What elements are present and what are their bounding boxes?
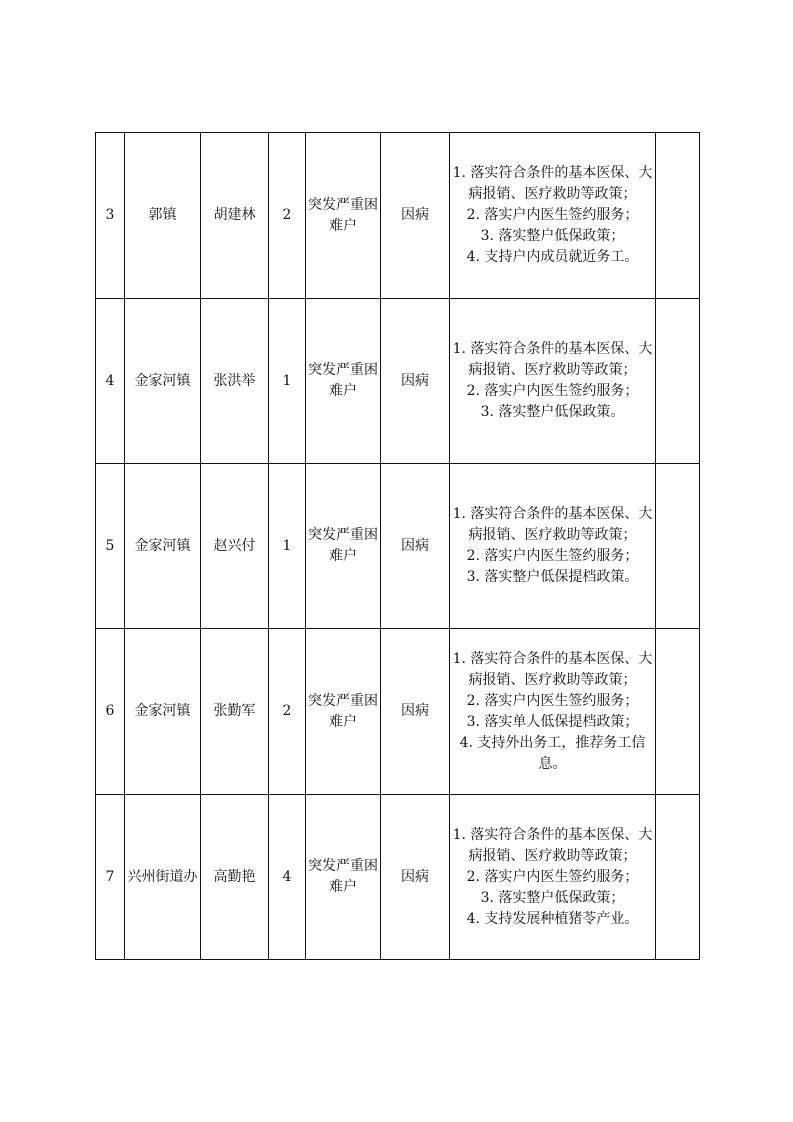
measure-line: 3. 落实整户低保政策。 [480,404,625,420]
cell-note [656,464,700,629]
cell-count: 1 [269,464,306,629]
cell-name: 高勤艳 [201,795,269,960]
cell-reason: 因病 [381,629,450,795]
cell-index: 7 [96,795,125,960]
measure-line: 3. 落实整户低保政策； [480,889,625,906]
measure-line: 2. 落实户内医生签约服务； [466,868,639,885]
measure-line: 1. 落实符合条件的基本医保、大病报销、医疗救助等政策； [452,826,653,864]
cell-name: 赵兴付 [201,464,269,629]
measure-line: 3. 落实整户低保政策； [480,228,625,244]
assistance-table [95,132,700,960]
cell-category: 突发严重困难户 [306,133,381,299]
cell-name: 张勤军 [201,629,269,795]
table-row [96,795,700,960]
measure-line: 4. 支持外出务工，推荐务工信息。 [459,734,646,772]
cell-category: 突发严重困难户 [306,629,381,795]
cell-count: 1 [269,299,306,464]
cell-measures [450,299,656,464]
cell-count: 2 [269,629,306,795]
measure-line: 2. 落实户内医生签约服务； [466,692,639,709]
measure-line: 1. 落实符合条件的基本医保、大病报销、医疗救助等政策； [452,650,653,688]
measure-line: 3. 落实单人低保提档政策； [466,713,639,730]
cell-reason: 因病 [381,133,450,299]
cell-town: 金家河镇 [125,464,201,629]
table-row [96,629,700,795]
cell-note [656,299,700,464]
cell-category: 突发严重困难户 [306,464,381,629]
measure-line: 3. 落实整户低保提档政策。 [466,569,639,585]
measure-line: 2. 落实户内医生签约服务； [466,548,639,564]
cell-measures [450,795,656,960]
cell-index: 3 [96,133,125,299]
cell-measures [450,464,656,629]
measure-line: 2. 落实户内医生签约服务； [466,383,639,399]
cell-name: 胡建林 [201,133,269,299]
cell-town: 金家河镇 [125,299,201,464]
cell-measures [450,133,656,299]
cell-index: 5 [96,464,125,629]
cell-town: 兴州街道办 [125,795,201,960]
cell-reason: 因病 [381,464,450,629]
table-row [96,299,700,464]
cell-note [656,795,700,960]
measure-line: 1. 落实符合条件的基本医保、大病报销、医疗救助等政策； [452,165,653,202]
table-row [96,464,700,629]
cell-reason: 因病 [381,299,450,464]
cell-count: 2 [269,133,306,299]
cell-index: 6 [96,629,125,795]
cell-count: 4 [269,795,306,960]
cell-name: 张洪举 [201,299,269,464]
cell-category: 突发严重困难户 [306,299,381,464]
cell-measures [450,629,656,795]
measure-line: 1. 落实符合条件的基本医保、大病报销、医疗救助等政策； [452,341,653,378]
cell-note [656,629,700,795]
cell-reason: 因病 [381,795,450,960]
measure-line: 2. 落实户内医生签约服务； [466,207,639,223]
cell-index: 4 [96,299,125,464]
cell-note [656,133,700,299]
measure-line: 4. 支持发展种植猪苓产业。 [466,910,639,927]
table-row [96,133,700,299]
measure-line: 1. 落实符合条件的基本医保、大病报销、医疗救助等政策； [452,506,653,543]
cell-town: 金家河镇 [125,629,201,795]
cell-town: 郭镇 [125,133,201,299]
cell-category: 突发严重困难户 [306,795,381,960]
measure-line: 4. 支持户内成员就近务工。 [466,249,639,265]
